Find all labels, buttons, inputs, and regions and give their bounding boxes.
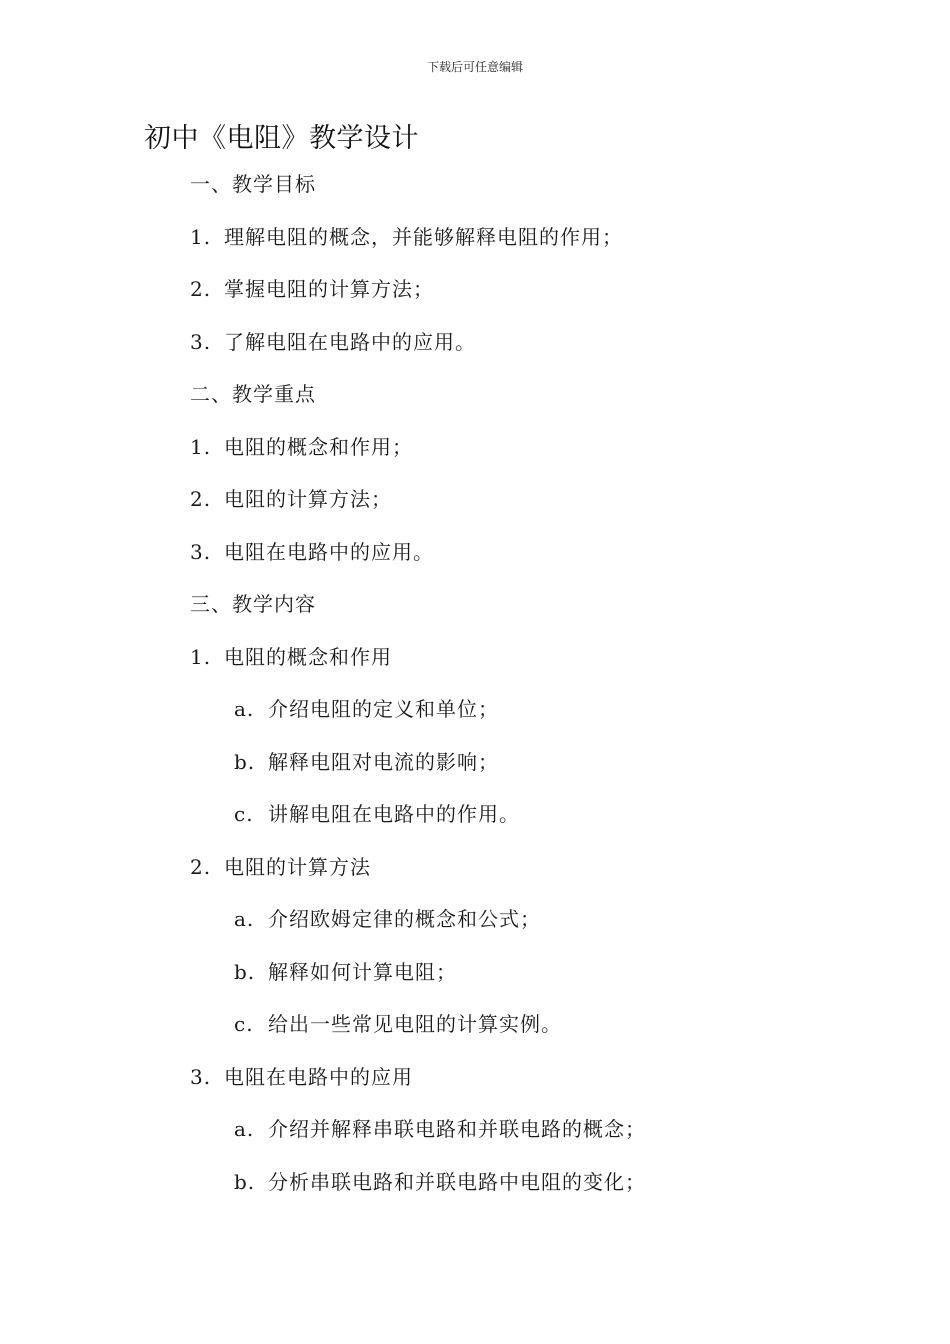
section-heading — [190, 590, 316, 618]
list-item-text: 解释如何计算电阻； — [268, 959, 457, 984]
list-item — [190, 485, 392, 513]
list-item-text: 解释电阻对电流的影响； — [268, 749, 499, 774]
list-item — [190, 223, 623, 251]
list-item-text: 掌握电阻的计算方法； — [224, 277, 434, 301]
list-number: 1. — [190, 644, 212, 669]
list-item-text: 了解电阻在电路中的应用。 — [224, 329, 476, 354]
list-number: a. — [234, 907, 255, 931]
list-item-text: 介绍电阻的定义和单位； — [268, 697, 499, 721]
list-item-text: 电阻的概念和作用； — [224, 434, 413, 459]
list-item-text: 电阻在电路中的应用 — [224, 1064, 413, 1089]
sub-list-item — [234, 905, 541, 933]
list-number: 2. — [190, 487, 212, 511]
list-item — [190, 328, 476, 356]
list-item — [190, 643, 392, 671]
list-number: 3. — [190, 539, 212, 564]
list-number: 3. — [190, 1064, 212, 1089]
list-item-text: 给出一些常见电阻的计算实例。 — [268, 1012, 562, 1036]
sub-list-item — [234, 1115, 646, 1143]
sub-list-item — [234, 800, 520, 828]
document-title: 初中《电阻》教学设计 — [144, 123, 419, 154]
list-number: 2. — [190, 854, 212, 879]
list-number: b. — [234, 1169, 256, 1194]
list-item-text: 分析串联电路和并联电路中电阻的变化； — [268, 1169, 646, 1194]
section-heading — [190, 380, 316, 408]
list-number: b. — [234, 959, 256, 984]
list-item-text: 介绍欧姆定律的概念和公式； — [268, 907, 541, 931]
list-item-text: 电阻的计算方法； — [224, 487, 392, 511]
list-number: c. — [234, 802, 254, 826]
sub-list-item — [234, 1010, 562, 1038]
section-heading-text: 一、教学目标 — [190, 172, 316, 196]
section-heading-text: 二、教学重点 — [190, 382, 316, 406]
sub-list-item — [234, 748, 499, 776]
list-item-text: 电阻的概念和作用 — [224, 644, 392, 669]
list-item — [190, 538, 434, 566]
list-number: b. — [234, 749, 256, 774]
section-heading — [190, 170, 316, 198]
list-number: 1. — [190, 224, 212, 249]
list-item — [190, 433, 413, 461]
list-item-text: 电阻在电路中的应用。 — [224, 539, 434, 564]
list-item — [190, 275, 434, 303]
list-number: 2. — [190, 277, 212, 301]
list-item-text: 理解电阻的概念，并能够解释电阻的作用； — [224, 224, 623, 249]
list-number: 3. — [190, 329, 212, 354]
list-number: a. — [234, 1117, 255, 1141]
list-number: c. — [234, 1012, 254, 1036]
sub-list-item — [234, 695, 499, 723]
list-item-text: 讲解电阻在电路中的作用。 — [268, 802, 520, 826]
list-number: a. — [234, 697, 255, 721]
sub-list-item — [234, 958, 457, 986]
list-number: 1. — [190, 434, 212, 459]
list-item-text: 电阻的计算方法 — [224, 854, 371, 879]
page-header: 下载后可任意编辑 — [426, 60, 523, 74]
section-heading-text: 三、教学内容 — [190, 592, 316, 616]
list-item — [190, 853, 371, 881]
list-item — [190, 1063, 413, 1091]
list-item-text: 介绍并解释串联电路和并联电路的概念； — [268, 1117, 646, 1141]
sub-list-item — [234, 1168, 646, 1196]
